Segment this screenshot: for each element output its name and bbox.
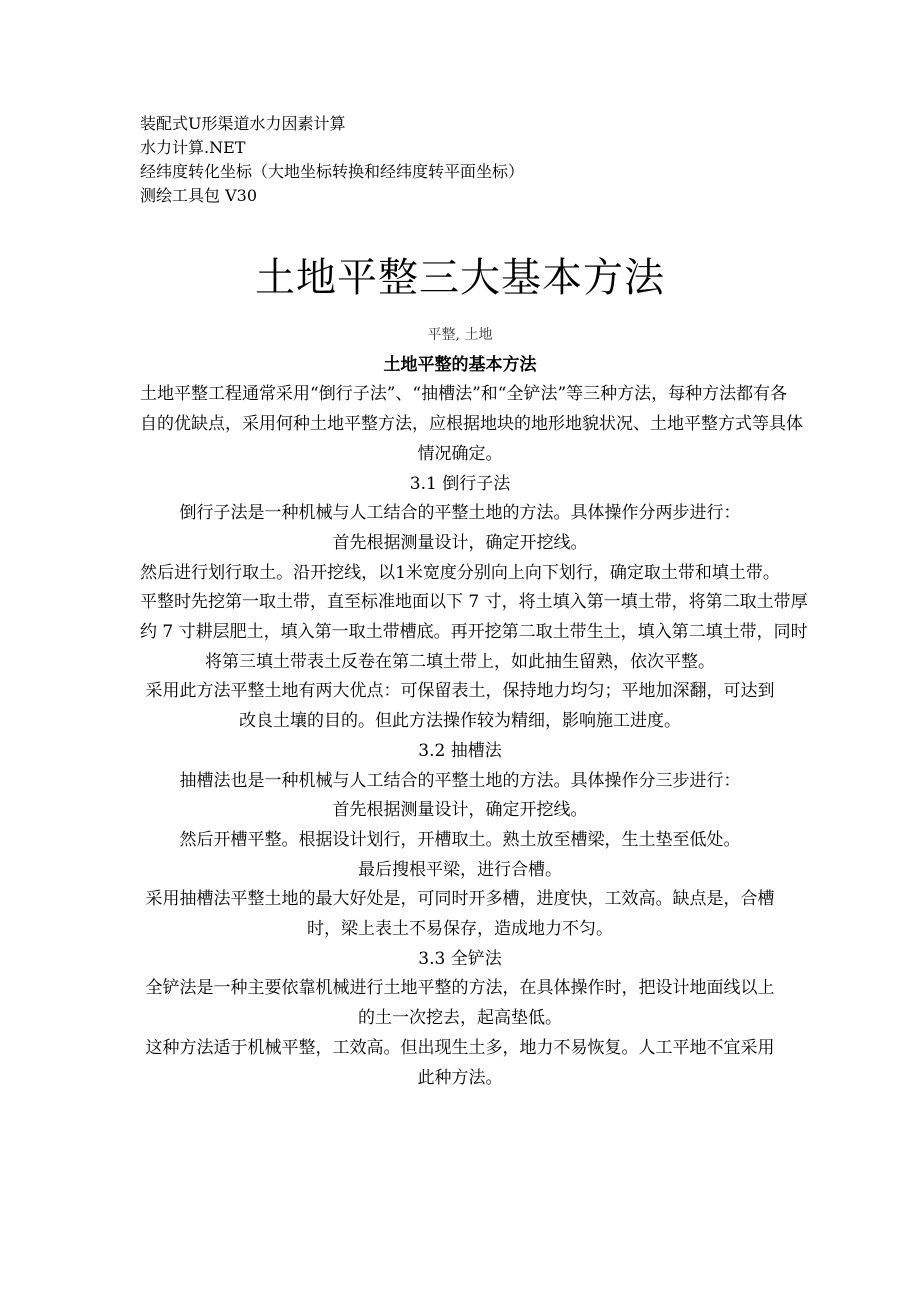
article-body [140, 321, 808, 1093]
article-lines [140, 380, 808, 1093]
related-link[interactable]: 水力计算.NET [140, 138, 246, 157]
related-link[interactable]: 装配式U形渠道水力因素计算 [140, 114, 346, 133]
text-line: 采用此方法平整土地有两大优点：可保留表土，保持地力均匀；平地加深翻，可达到 [145, 681, 775, 702]
text-line: 情况确定。 [417, 443, 503, 464]
text-line: 这种方法适于机械平整，工效高。但出现生土多，地力不易恢复。人工平地不宜采用 [145, 1037, 775, 1058]
text-line: 的土一次挖去，起高垫低。 [358, 1008, 562, 1029]
text-line: 最后搜根平梁，进行合槽。 [358, 859, 562, 880]
text-line: 土地平整工程通常采用“倒行子法”、“抽槽法”和“全铲法”等三种方法，每种方法都有各 [140, 384, 788, 405]
text-line: 3.1 倒行子法 [409, 473, 511, 494]
text-line: 3.3 全铲法 [418, 948, 502, 969]
related-links [140, 112, 524, 208]
section-heading: 土地平整的基本方法 [383, 354, 537, 375]
text-line: 此种方法。 [417, 1067, 503, 1088]
text-line: 首先根据测量设计，确定开挖线。 [332, 800, 588, 821]
text-line: 然后进行划行取土。沿开挖线，以1米宽度分别向上向下划行，确定取土带和填土带。 [140, 562, 780, 583]
text-line: 时，梁上表土不易保存，造成地力不匀。 [307, 919, 613, 940]
related-link[interactable]: 测绘工具包 V30 [140, 186, 258, 205]
text-line: 自的优缺点，采用何种土地平整方法，应根据地块的地形地貌状况、土地平整方式等具体 [140, 414, 803, 435]
text-line: 3.2 抽槽法 [418, 740, 502, 761]
text-line: 改良土壤的目的。但此方法操作较为精细，影响施工进度。 [239, 711, 681, 732]
text-line: 采用抽槽法平整土地的最大好处是，可同时开多槽，进度快，工效高。缺点是，合槽 [145, 889, 775, 910]
text-line: 倒行子法是一种机械与人工结合的平整土地的方法。具体操作分两步进行： [179, 503, 741, 524]
tags: 平整, 土地 [427, 327, 493, 343]
text-line: 将第三填土带表土反卷在第二填土带上，如此抽生留熟，依次平整。 [205, 651, 715, 672]
text-line: 然后开槽平整。根据设计划行，开槽取土。熟土放至槽梁，生土垫至低处。 [179, 829, 741, 850]
text-line: 抽槽法也是一种机械与人工结合的平整土地的方法。具体操作分三步进行： [179, 770, 741, 791]
text-line: 约 7 寸耕层肥土，填入第一取土带槽底。再开挖第二取土带生土，填入第二填土带，同时 [140, 622, 808, 643]
text-line: 首先根据测量设计，确定开挖线。 [332, 532, 588, 553]
text-line: 全铲法是一种主要依靠机械进行土地平整的方法，在具体操作时，把设计地面线以上 [145, 978, 775, 999]
text-line: 平整时先挖第一取土带，直至标准地面以下 7 寸，将土填入第一填土带，将第二取土带厚 [140, 592, 808, 613]
related-link[interactable]: 经纬度转化坐标（大地坐标转换和经纬度转平面坐标） [140, 162, 525, 181]
page-title: 土地平整三大基本方法 [255, 255, 665, 301]
